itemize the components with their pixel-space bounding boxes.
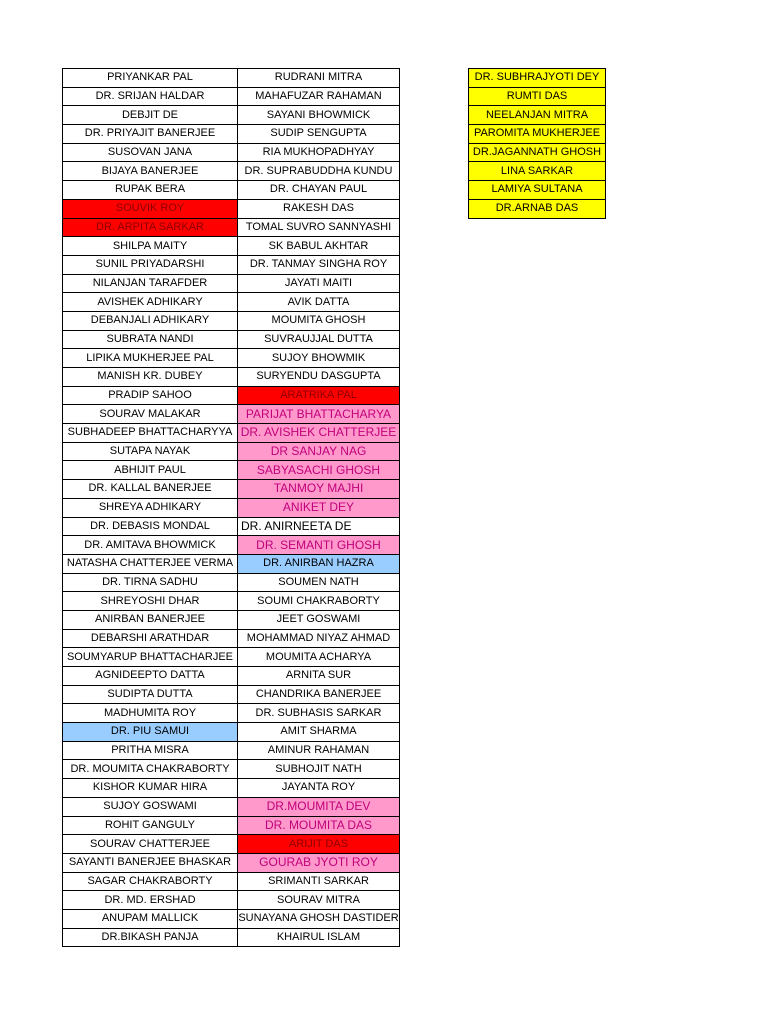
name-cell-right[interactable]: TANMOY MAJHI [238,480,400,499]
name-cell-right[interactable]: AVIK DATTA [238,293,400,312]
name-cell-left[interactable]: PRADIP SAHOO [63,386,238,405]
main-name-table-body [63,69,400,947]
name-cell-right[interactable]: GOURAB JYOTI ROY [238,853,400,872]
name-cell-right[interactable]: DR. CHAYAN PAUL [238,181,400,200]
name-cell-left[interactable]: SUBHADEEP BHATTACHARYYA [63,424,238,443]
table-row [63,199,400,218]
name-cell-left[interactable]: ROHIT GANGULY [63,816,238,835]
table-row [63,835,400,854]
table-row [63,143,400,162]
table-row [63,181,400,200]
table-row [63,461,400,480]
name-cell-left[interactable]: DR. MOUMITA CHAKRABORTY [63,760,238,779]
table-row [63,704,400,723]
table-row [469,199,606,218]
table-row [63,779,400,798]
table-row [63,386,400,405]
name-cell-right[interactable]: DR. ANIRBAN HAZRA [238,554,400,573]
name-cell-right[interactable]: JAYATI MAITI [238,274,400,293]
name-cell-left[interactable]: BIJAYA BANERJEE [63,162,238,181]
name-cell-left[interactable]: SAYANTI BANERJEE BHASKAR [63,853,238,872]
name-cell-right[interactable]: SOUMEN NATH [238,573,400,592]
name-cell-right[interactable]: ARIJIT DAS [238,835,400,854]
table-row [63,368,400,387]
table-row [63,685,400,704]
name-cell-right[interactable]: DR. SEMANTI GHOSH [238,536,400,555]
table-row [63,311,400,330]
name-cell-right[interactable]: ARATRIKA PAL [238,386,400,405]
name-cell-left[interactable]: SHREYA ADHIKARY [63,498,238,517]
table-row [63,125,400,144]
table-row [63,330,400,349]
name-cell-right[interactable]: DR SANJAY NAG [238,442,400,461]
table-row [63,891,400,910]
name-cell-left[interactable]: DR. KALLAL BANERJEE [63,480,238,499]
name-cell-right[interactable]: SOUMI CHAKRABORTY [238,592,400,611]
name-cell-left[interactable]: SUNIL PRIYADARSHI [63,255,238,274]
table-row [63,909,400,928]
highlighted-name-cell[interactable]: PAROMITA MUKHERJEE [469,125,606,144]
name-cell-left[interactable]: DR. MD. ERSHAD [63,891,238,910]
name-cell-left[interactable]: AVISHEK ADHIKARY [63,293,238,312]
name-cell-left[interactable]: PRITHA MISRA [63,741,238,760]
highlighted-name-cell[interactable]: DR. SUBHRAJYOTI DEY [469,69,606,88]
name-cell-right[interactable]: DR. AVISHEK CHATTERJEE [238,424,400,443]
table-row [63,498,400,517]
name-cell-right[interactable]: MOUMITA ACHARYA [238,648,400,667]
table-row [63,554,400,573]
name-cell-right[interactable]: JAYANTA ROY [238,779,400,798]
highlighted-name-cell[interactable]: LINA SARKAR [469,162,606,181]
name-cell-left[interactable]: DR. SRIJAN HALDAR [63,87,238,106]
table-row [63,405,400,424]
table-row [63,610,400,629]
name-cell-right[interactable]: RIA MUKHOPADHYAY [238,143,400,162]
table-row [469,125,606,144]
highlighted-name-cell[interactable]: LAMIYA SULTANA [469,181,606,200]
name-cell-right[interactable]: MOUMITA GHOSH [238,311,400,330]
name-cell-left[interactable]: SOUVIK ROY [63,199,238,218]
name-cell-left[interactable]: DR. DEBASIS MONDAL [63,517,238,536]
table-row [469,143,606,162]
name-cell-right[interactable]: KHAIRUL ISLAM [238,928,400,947]
name-cell-right[interactable]: SUNAYANA GHOSH DASTIDER [238,909,400,928]
name-cell-right[interactable]: MAHAFUZAR RAHAMAN [238,87,400,106]
name-cell-right[interactable]: SABYASACHI GHOSH [238,461,400,480]
table-row [63,106,400,125]
highlighted-name-table [468,68,606,219]
name-cell-left[interactable]: SUSOVAN JANA [63,143,238,162]
name-cell-left[interactable]: SUTAPA NAYAK [63,442,238,461]
name-cell-right[interactable]: RUDRANI MITRA [238,69,400,88]
table-row [63,592,400,611]
name-cell-left[interactable]: DR. PRIYAJIT BANERJEE [63,125,238,144]
name-cell-right[interactable]: SUDIP SENGUPTA [238,125,400,144]
name-cell-left[interactable]: LIPIKA MUKHERJEE PAL [63,349,238,368]
highlighted-name-cell[interactable]: DR.JAGANNATH GHOSH [469,143,606,162]
table-row [63,573,400,592]
name-cell-left[interactable]: SHILPA MAITY [63,237,238,256]
name-cell-right[interactable]: SUBHOJIT NATH [238,760,400,779]
name-cell-left[interactable]: DEBARSHI ARATHDAR [63,629,238,648]
name-cell-left[interactable]: SUDIPTA DUTTA [63,685,238,704]
table-row [63,69,400,88]
name-cell-left[interactable]: SOURAV CHATTERJEE [63,835,238,854]
name-cell-left[interactable]: RUPAK BERA [63,181,238,200]
table-row [63,293,400,312]
table-row [63,480,400,499]
table-row [63,237,400,256]
name-cell-left[interactable]: DEBANJALI ADHIKARY [63,311,238,330]
name-cell-right[interactable]: JEET GOSWAMI [238,610,400,629]
table-row [63,816,400,835]
name-cell-left[interactable]: DEBJIT DE [63,106,238,125]
name-cell-left[interactable]: ANIRBAN BANERJEE [63,610,238,629]
table-row [63,255,400,274]
name-cell-left[interactable]: DR. AMITAVA BHOWMICK [63,536,238,555]
table-row [63,797,400,816]
name-cell-left[interactable]: SOUMYARUP BHATTACHARJEE [63,648,238,667]
name-cell-right[interactable]: DR. SUPRABUDDHA KUNDU [238,162,400,181]
name-cell-right[interactable]: SUJOY BHOWMIK [238,349,400,368]
name-cell-right[interactable]: CHANDRIKA BANERJEE [238,685,400,704]
main-name-table [62,68,400,947]
name-cell-left[interactable]: SHREYOSHI DHAR [63,592,238,611]
name-cell-left[interactable]: SUJOY GOSWAMI [63,797,238,816]
name-cell-right[interactable]: SAYANI BHOWMICK [238,106,400,125]
name-cell-right[interactable]: DR. ANIRNEETA DE [238,517,400,536]
highlighted-name-cell[interactable]: DR.ARNAB DAS [469,199,606,218]
highlighted-name-cell[interactable]: RUMTI DAS [469,87,606,106]
name-cell-right[interactable]: SK BABUL AKHTAR [238,237,400,256]
table-row [63,853,400,872]
name-cell-right[interactable]: SUVRAUJJAL DUTTA [238,330,400,349]
name-cell-right[interactable]: DR. MOUMITA DAS [238,816,400,835]
name-cell-left[interactable]: DR. PIU SAMUI [63,723,238,742]
name-cell-left[interactable]: SUBRATA NANDI [63,330,238,349]
name-cell-right[interactable]: SURYENDU DASGUPTA [238,368,400,387]
table-row [63,629,400,648]
name-cell-right[interactable]: TOMAL SUVRO SANNYASHI [238,218,400,237]
name-cell-right[interactable]: SRIMANTI SARKAR [238,872,400,891]
name-cell-right[interactable]: AMINUR RAHAMAN [238,741,400,760]
table-row [63,424,400,443]
name-cell-left[interactable]: ANUPAM MALLICK [63,909,238,928]
table-row [63,87,400,106]
table-row [63,760,400,779]
name-cell-right[interactable]: DR.MOUMITA DEV [238,797,400,816]
name-cell-left[interactable]: PRIYANKAR PAL [63,69,238,88]
name-cell-left[interactable]: DR. TIRNA SADHU [63,573,238,592]
name-cell-right[interactable]: ANIKET DEY [238,498,400,517]
table-row [63,218,400,237]
name-cell-left[interactable]: SOURAV MALAKAR [63,405,238,424]
table-row [63,741,400,760]
table-row [63,667,400,686]
table-row [63,648,400,667]
name-cell-right[interactable]: DR. TANMAY SINGHA ROY [238,255,400,274]
name-cell-left[interactable]: MADHUMITA ROY [63,704,238,723]
table-row [63,928,400,947]
table-row [63,442,400,461]
name-cell-right[interactable]: AMIT SHARMA [238,723,400,742]
highlighted-name-table-body [469,69,606,219]
name-cell-left[interactable]: SAGAR CHAKRABORTY [63,872,238,891]
name-cell-left[interactable]: AGNIDEEPTO DATTA [63,667,238,686]
table-row [63,162,400,181]
table-row [63,872,400,891]
name-cell-left[interactable]: DR. ARPITA SARKAR [63,218,238,237]
name-cell-right[interactable]: ARNITA SUR [238,667,400,686]
name-cell-left[interactable]: ABHIJIT PAUL [63,461,238,480]
table-row [469,106,606,125]
name-cell-left[interactable]: MANISH KR. DUBEY [63,368,238,387]
name-cell-right[interactable]: DR. SUBHASIS SARKAR [238,704,400,723]
name-cell-right[interactable]: RAKESH DAS [238,199,400,218]
table-row [63,536,400,555]
table-row [63,274,400,293]
name-cell-left[interactable]: DR.BIKASH PANJA [63,928,238,947]
name-cell-right[interactable]: MOHAMMAD NIYAZ AHMAD [238,629,400,648]
table-row [469,181,606,200]
table-row [63,349,400,368]
name-cell-right[interactable]: SOURAV MITRA [238,891,400,910]
table-row [469,87,606,106]
name-cell-right[interactable]: PARIJAT BHATTACHARYA [238,405,400,424]
highlighted-name-cell[interactable]: NEELANJAN MITRA [469,106,606,125]
table-row [63,517,400,536]
table-row [469,69,606,88]
table-row [63,723,400,742]
name-cell-left[interactable]: NATASHA CHATTERJEE VERMA [63,554,238,573]
name-cell-left[interactable]: NILANJAN TARAFDER [63,274,238,293]
name-cell-left[interactable]: KISHOR KUMAR HIRA [63,779,238,798]
table-row [469,162,606,181]
